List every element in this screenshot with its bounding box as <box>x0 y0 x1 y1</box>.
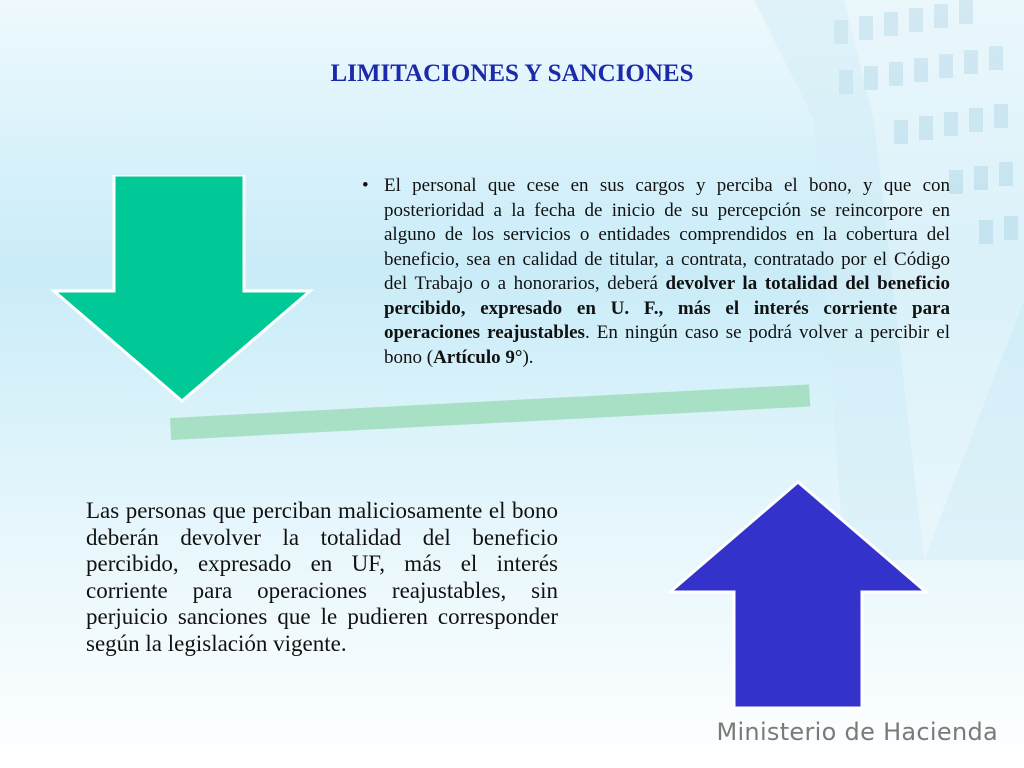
arrow-down-icon <box>48 175 316 403</box>
bullet-text-bold-2: Artículo 9° <box>433 346 523 368</box>
sanction-paragraph: Las personas que perciban maliciosamente el bono deberán devolver la totalidad del beneficio percibido, expresado en UF, más el interés corriente para operaciones reajustables, sin perjuicio sanciones que le pudieren corresponder según la legislación vigente. <box>86 498 558 656</box>
ministry-logo: Ministerio de Hacienda <box>716 718 998 746</box>
bullet-text <box>384 174 950 370</box>
slide-title: LIMITACIONES Y SANCIONES <box>330 60 694 87</box>
bullet-text-part-1: El personal que cese en sus cargos y perciba el bono, y que con posterioridad a la fecha de inicio de su percepción se reincorpore en alguno de los servicios o entidades comprendidos en la cobertura del beneficio, sea en calidad de titular, a contrata, contratado por el Código del Trabajo o a honorarios, deberá <box>384 175 950 294</box>
bullet-text-bold-1: devolver la totalidad del beneficio percibido, expresado en U. F., más el interés corriente para operaciones reajustables <box>384 273 950 343</box>
arrow-up-icon <box>668 480 930 710</box>
bullet-item <box>362 174 950 370</box>
bullet-text-part-3: ). <box>522 346 534 368</box>
bullet-text-part-2: . En ningún caso se podrá volver a percibir el bono ( <box>384 322 950 368</box>
bullet-marker: • <box>362 175 369 196</box>
